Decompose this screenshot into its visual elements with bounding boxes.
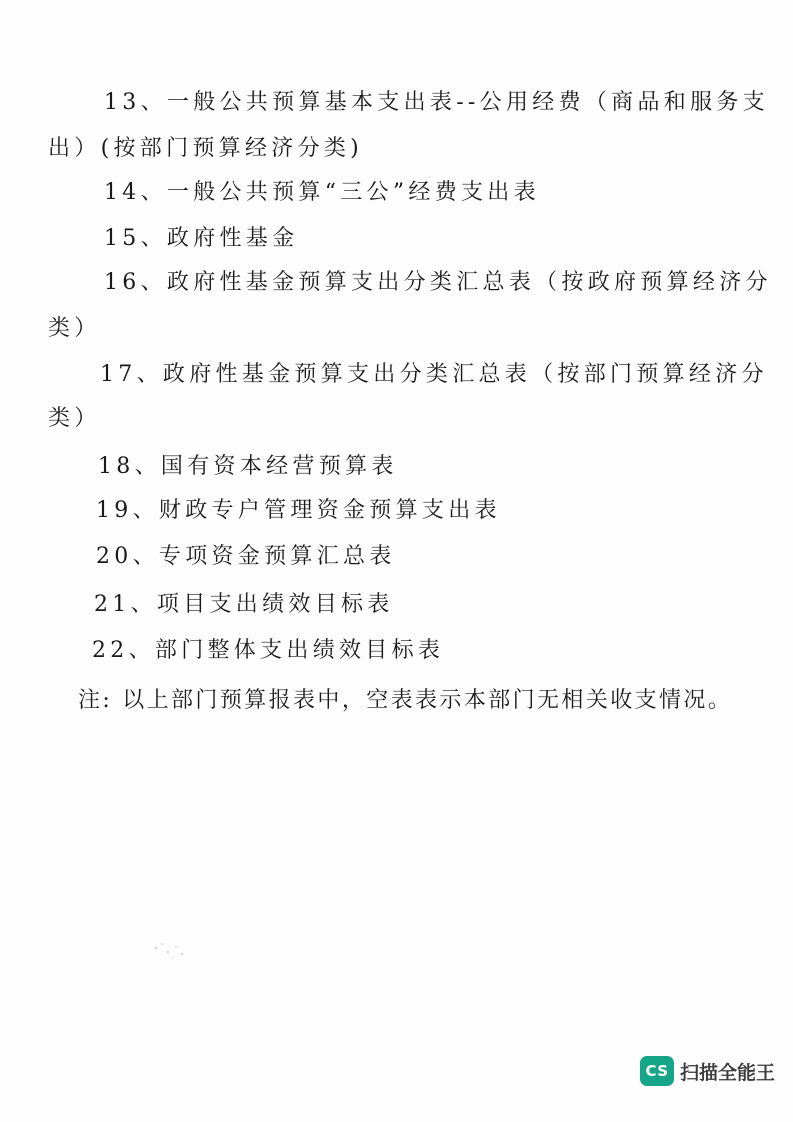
list-item-13-line2: 出）(按部门预算经济分类) [48, 136, 364, 161]
watermark-label: 扫描全能王 [679, 1061, 775, 1084]
list-item-13-line1: 13、一般公共预算基本支出表--公用经费（商品和服务支 [104, 90, 769, 115]
footnote [78, 686, 732, 716]
scanner-watermark [640, 1056, 775, 1086]
list-item-19: 19、财政专户管理资金预算支出表 [96, 498, 501, 523]
footnote-text: 以上部门预算报表中，空表表示本部门无相关收支情况。 [122, 688, 733, 713]
camscanner-logo-icon: CS [640, 1056, 674, 1086]
list-item-20: 20、专项资金预算汇总表 [96, 544, 396, 569]
scan-speck [150, 938, 192, 964]
list-item-18: 18、国有资本经营预算表 [98, 454, 398, 479]
list-item-17-line2: 类） [48, 406, 101, 431]
list-item-22: 22、部门整体支出绩效目标表 [92, 638, 445, 663]
list-item-14: 14、一般公共预算“三公”经费支出表 [104, 180, 540, 205]
list-item-21: 21、项目支出绩效目标表 [94, 592, 394, 617]
list-item-17-line1: 17、政府性基金预算支出分类汇总表（按部门预算经济分 [100, 362, 768, 387]
list-item-15: 15、政府性基金 [104, 226, 299, 251]
list-item-16-line1: 16、政府性基金预算支出分类汇总表（按政府预算经济分 [104, 270, 772, 295]
footnote-prefix: 注: [78, 688, 113, 713]
list-item-16-line2: 类） [48, 316, 101, 341]
